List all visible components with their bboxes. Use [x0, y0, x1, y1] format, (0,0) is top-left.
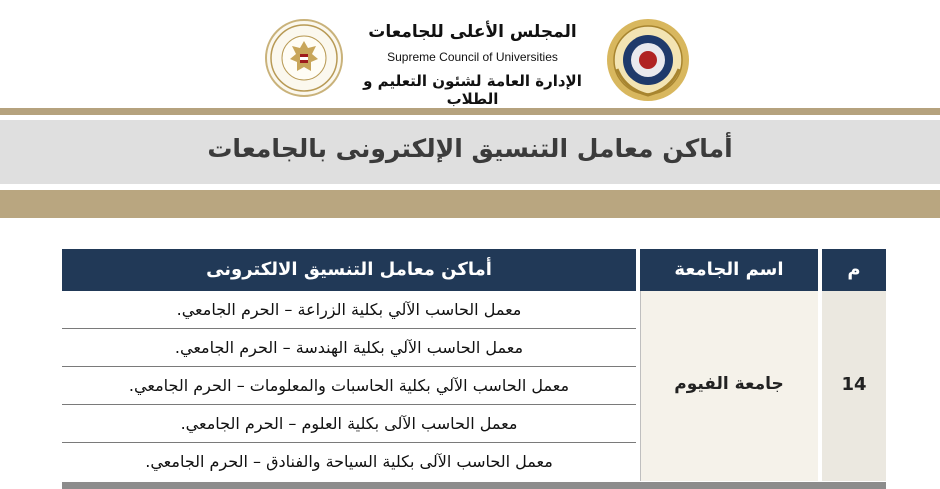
supreme-council-emblem-icon: [605, 17, 691, 103]
table-bottom-border: [62, 482, 886, 489]
lab-row: معمل الحاسب الآلي بكلية الزراعة – الحرم الجامعي.: [62, 291, 636, 329]
lab-row: معمل الحاسب الآلى بكلية السياحة والفنادق – الحرم الجامعي.: [145, 452, 553, 471]
ministry-eagle-seal-icon: [265, 19, 343, 97]
council-name-arabic: المجلس الأعلى للجامعات: [368, 22, 577, 42]
table-header-row: [62, 249, 886, 291]
page-header: [0, 0, 940, 108]
gold-band: [0, 190, 940, 218]
header-number: م: [847, 259, 861, 280]
university-name: جامعة الفيوم: [674, 374, 784, 394]
header-university: اسم الجامعة: [674, 259, 784, 280]
lab-row: معمل الحاسب الآلي بكلية الحاسبات والمعلومات – الحرم الجامعي.: [62, 367, 636, 405]
row-number: 14: [841, 374, 867, 395]
header-divider: [0, 108, 940, 115]
lab-row: معمل الحاسب الآلى بكلية العلوم – الحرم الجامعي.: [62, 405, 636, 443]
lab-row: معمل الحاسب الآلي بكلية الهندسة – الحرم الجامعي.: [62, 329, 636, 367]
council-name-english: Supreme Council of Universities: [387, 50, 558, 64]
department-name: الإدارة العامة لشئون التعليم و الطلاب: [363, 72, 582, 108]
header-labs: أماكن معامل التنسيق الالكترونى: [206, 259, 492, 280]
page-title: أماكن معامل التنسيق الإلكترونى بالجامعات: [207, 134, 733, 163]
